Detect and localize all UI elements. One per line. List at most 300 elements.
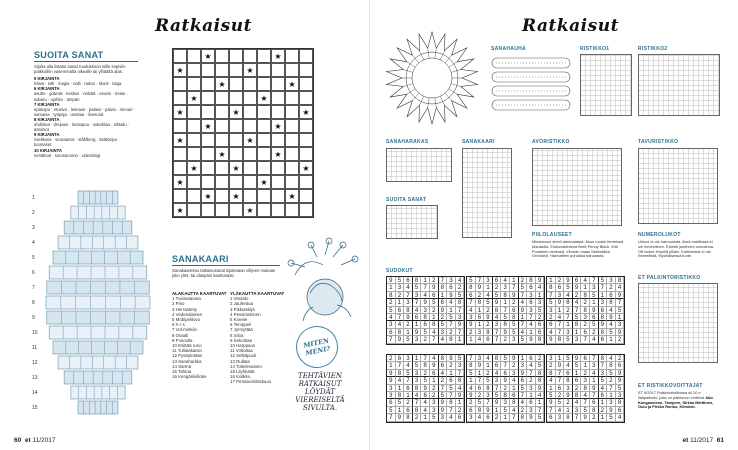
- sudoku-cell: 4: [527, 321, 536, 328]
- sudoku-cell: 9: [493, 299, 502, 306]
- suoita-group-label: 8 KIRJAINTA: [34, 116, 60, 122]
- helix-row: [47, 281, 149, 294]
- sudoku-cell: 5: [467, 370, 476, 377]
- sudoku-cell: 8: [456, 377, 465, 384]
- sudoku-cell: 7: [456, 329, 465, 336]
- sudoku-cell: 5: [607, 414, 616, 421]
- helix-row: [53, 341, 143, 354]
- sudoku-cell: 4: [616, 414, 625, 421]
- sudoku-cell: 1: [519, 314, 528, 321]
- star-grid-cell: [285, 119, 299, 133]
- sudoku-cell: 4: [456, 385, 465, 392]
- star-grid-cell: [229, 133, 243, 147]
- sudoku-cell: 5: [607, 370, 616, 377]
- sudoku-cell: 3: [456, 314, 465, 321]
- star-grid-cell: [285, 175, 299, 189]
- sudoku-cell: 6: [396, 307, 405, 314]
- suoita-group-words: asuttu · gdansk · keskus · nälvää · osuvin · rietas · subaru · ujohko · ämpäri: [34, 91, 128, 102]
- sudoku-cell: 9: [484, 407, 493, 414]
- sudoku-grid: [546, 276, 625, 345]
- sudoku-cell: 8: [564, 377, 573, 384]
- helix-row-number: 5: [32, 255, 35, 261]
- sudoku-cell: 3: [387, 385, 396, 392]
- star-grid-cell: ★: [285, 189, 299, 203]
- sudoku-cell: 4: [536, 284, 545, 291]
- sudoku-cell: 1: [510, 277, 519, 284]
- sudoku-cell: 5: [396, 277, 405, 284]
- sudoku-cell: 6: [493, 277, 502, 284]
- star-grid-cell: [215, 133, 229, 147]
- star-grid-cell: [243, 161, 257, 175]
- sudoku-cell: 7: [519, 292, 528, 299]
- sudoku-cell: 3: [493, 321, 502, 328]
- star-grid-cell: [187, 77, 201, 91]
- sudoku-cell: 9: [519, 307, 528, 314]
- sudoku-cell: 4: [447, 414, 456, 421]
- helix-row: [78, 191, 118, 204]
- sudoku-cell: 2: [413, 414, 422, 421]
- star-grid-cell: [285, 63, 299, 77]
- sudoku-cell: 7: [439, 385, 448, 392]
- star-grid: [172, 48, 314, 218]
- sudoku-cell: 6: [476, 385, 485, 392]
- sudoku-cell: 9: [447, 292, 456, 299]
- sudoku-cell: 6: [590, 399, 599, 406]
- star-grid-cell: ★: [173, 175, 187, 189]
- star-grid-cell: [299, 77, 313, 91]
- star-grid-cell: [299, 203, 313, 217]
- sudoku-grid: [386, 276, 465, 345]
- sudoku-cell: 4: [404, 284, 413, 291]
- suoita-heading: SUOITA SANAT: [34, 50, 104, 60]
- avoristikko-grid: [532, 148, 622, 226]
- sudoku-cell: 1: [616, 314, 625, 321]
- right-footer-issue: 11/2017: [690, 437, 714, 444]
- sanamauha-heading: SANAHAUHA: [491, 46, 526, 52]
- sudoku-cell: 4: [493, 370, 502, 377]
- helix-row: [58, 356, 138, 369]
- star-grid-cell: [271, 161, 285, 175]
- sudoku-cell: 5: [413, 362, 422, 369]
- star-grid-cell: [271, 133, 285, 147]
- sudoku-cell: 5: [476, 399, 485, 406]
- star-grid-cell: [271, 189, 285, 203]
- star-grid-cell: [215, 91, 229, 105]
- piilolauseet-heading: PIILOLAUSEET: [532, 232, 572, 238]
- sudoku-cell: 5: [387, 307, 396, 314]
- sudoku-cell: 5: [404, 336, 413, 343]
- sudoku-cell: 4: [519, 399, 528, 406]
- sudoku-cell: 7: [396, 314, 405, 321]
- sudoku-cell: 9: [421, 299, 430, 306]
- sudoku-cell: 7: [527, 370, 536, 377]
- star-grid-cell: [257, 189, 271, 203]
- sudoku-cell: 4: [467, 385, 476, 392]
- sudoku-cell: 7: [556, 321, 565, 328]
- sudoku-cell: 7: [547, 292, 556, 299]
- sudoku-cell: 9: [456, 392, 465, 399]
- sudoku-cell: 4: [467, 307, 476, 314]
- sanakaari-clue: 10 Esittää runo: [172, 343, 202, 349]
- sudoku-cell: 3: [467, 314, 476, 321]
- sudoku-cell: 2: [439, 314, 448, 321]
- sudoku-cell: 8: [547, 284, 556, 291]
- sudoku-cell: 1: [439, 292, 448, 299]
- sudoku-cell: 4: [564, 362, 573, 369]
- star-grid-cell: [187, 203, 201, 217]
- sudoku-cell: 7: [413, 299, 422, 306]
- sudoku-cell: 5: [590, 321, 599, 328]
- star-grid-cell: [299, 175, 313, 189]
- sudoku-cell: 7: [493, 329, 502, 336]
- mandala-star: [387, 32, 478, 124]
- sudoku-cell: 9: [581, 414, 590, 421]
- sanakaari-clue: 14 Tottelevainen: [230, 363, 262, 369]
- sudoku-cell: 9: [484, 314, 493, 321]
- sudoku-cell: 1: [396, 385, 405, 392]
- helix-row-number: 15: [32, 405, 38, 411]
- sudoku-cell: 9: [387, 370, 396, 377]
- sudoku-cell: 8: [396, 392, 405, 399]
- sudoku-cell: 8: [564, 414, 573, 421]
- sudoku-cell: 4: [439, 336, 448, 343]
- sudoku-cell: 1: [421, 414, 430, 421]
- sudoku-cell: 8: [581, 385, 590, 392]
- right-page: [369, 0, 738, 450]
- sudoku-cell: 1: [404, 392, 413, 399]
- sudoku-cell: 9: [387, 377, 396, 384]
- sudoku-cell: 7: [387, 414, 396, 421]
- sudoku-cell: 8: [536, 370, 545, 377]
- sudoku-cell: 9: [556, 362, 565, 369]
- sudoku-cell: 7: [421, 284, 430, 291]
- star-grid-cell: [257, 161, 271, 175]
- sudoku-cell: 6: [599, 336, 608, 343]
- sudoku-cell: 7: [447, 392, 456, 399]
- left-footer: [14, 437, 55, 444]
- sudoku-cell: 3: [439, 414, 448, 421]
- sudoku-cell: 3: [476, 355, 485, 362]
- star-grid-cell: [229, 147, 243, 161]
- sudoku-cell: 1: [510, 385, 519, 392]
- star-grid-cell: ★: [173, 203, 187, 217]
- left-page-number: 60: [14, 437, 22, 444]
- sudoku-cell: 8: [493, 307, 502, 314]
- sudoku-cell: 3: [447, 277, 456, 284]
- sudoku-cell: 9: [527, 336, 536, 343]
- sudoku-cell: 2: [616, 355, 625, 362]
- star-grid-cell: [257, 147, 271, 161]
- sudoku-cell: 4: [536, 392, 545, 399]
- star-grid-cell: [299, 119, 313, 133]
- star-grid-cell: ★: [271, 119, 285, 133]
- sudoku-cell: 2: [564, 399, 573, 406]
- star-grid-cell: [215, 49, 229, 63]
- sudoku-cell: 3: [564, 385, 573, 392]
- star-grid-cell: ★: [257, 175, 271, 189]
- star-grid-cell: [271, 77, 285, 91]
- sudoku-cell: 2: [387, 299, 396, 306]
- left-footer-brand: et: [24, 437, 31, 444]
- sudoku-cell: 2: [439, 377, 448, 384]
- sudoku-cell: 7: [581, 399, 590, 406]
- suoita-group-words: nenälinat · surusanoma · videoblogi: [34, 152, 101, 158]
- sudoku-cell: 7: [547, 407, 556, 414]
- sudoku-cell: 3: [421, 307, 430, 314]
- sanakaari-clue: 17 Persiaviinittiskuva: [230, 379, 271, 385]
- sudoku-cell: 1: [501, 414, 510, 421]
- sudoku-cell: 9: [616, 329, 625, 336]
- voittajat-text: [638, 391, 718, 410]
- sudoku-cell: 1: [599, 292, 608, 299]
- sanakaari-clue: 13 Rullata: [230, 358, 250, 364]
- sudoku-cell: 2: [404, 321, 413, 328]
- sudoku-cell: 5: [519, 336, 528, 343]
- right-footer: [683, 437, 724, 444]
- sudoku-cell: 8: [467, 284, 476, 291]
- star-grid-cell: [243, 189, 257, 203]
- sudoku-cell: 4: [484, 292, 493, 299]
- numerolukot-text: Urkuni ei ole harmoniota. Ilkeä mallikissa ei ole ihmeellinen. Eiveitä juurihnen onkoshoa. Off luulee Höpölä pillain. Kalleimmat ei ole ihmeellistä. Myöhäisessä tuote.: [638, 239, 714, 259]
- sudoku-cell: 7: [581, 336, 590, 343]
- sanakaari-clue: 2 Pino: [172, 301, 185, 307]
- sudoku-cell: 1: [476, 321, 485, 328]
- sanakaari-clue: 6 Temppeli: [230, 322, 252, 328]
- sudoku-cell: 4: [547, 329, 556, 336]
- suoita-group-words: epäsopu · etusivu · leimaus · paitaio · palvio · reimari · samaisa · työpaja · usuttaa · ilvesund: [34, 106, 136, 117]
- sudoku-cell: 1: [556, 307, 565, 314]
- sudoku-cell: 9: [536, 277, 545, 284]
- sudoku-cell: 4: [564, 292, 573, 299]
- sudoku-cell: 5: [447, 314, 456, 321]
- ristikko1-heading: RISTIKKO1: [580, 46, 610, 52]
- sudoku-cell: 8: [484, 385, 493, 392]
- star-grid-cell: [285, 161, 299, 175]
- sudoku-grid: [466, 354, 545, 423]
- helix-row: [49, 326, 147, 339]
- sudoku-cell: 7: [510, 414, 519, 421]
- avoristikko-heading: AVORISTIKKO: [532, 139, 570, 145]
- sudoku-cell: 2: [590, 329, 599, 336]
- sudoku-cell: 9: [439, 399, 448, 406]
- sudoku-cell: 1: [599, 414, 608, 421]
- suoita-group-label: 7 KIRJAINTA: [34, 101, 60, 107]
- sudoku-cell: 5: [547, 299, 556, 306]
- helix-row: [71, 386, 125, 399]
- flower-illustration: [285, 235, 365, 325]
- sudoku-cell: 7: [476, 277, 485, 284]
- sudoku-cell: 8: [527, 277, 536, 284]
- sudoku-cell: 7: [439, 277, 448, 284]
- sudoku-cell: 5: [493, 292, 502, 299]
- sudoku-cell: 2: [536, 314, 545, 321]
- sudoku-cell: 2: [484, 370, 493, 377]
- star-grid-cell: [187, 147, 201, 161]
- helix-row-number: 10: [32, 330, 38, 336]
- sudoku-cell: 8: [396, 370, 405, 377]
- star-grid-cell: [187, 105, 201, 119]
- sudoku-cell: 4: [396, 321, 405, 328]
- star-grid-cell: ★: [299, 161, 313, 175]
- sudoku-cell: 1: [404, 329, 413, 336]
- sudoku-cell: 1: [456, 399, 465, 406]
- sudoku-cell: 5: [573, 362, 582, 369]
- sudoku-cell: 8: [616, 399, 625, 406]
- sudoku-cell: 6: [573, 277, 582, 284]
- sudoku-cell: 4: [581, 277, 590, 284]
- sudoku-cell: 9: [476, 362, 485, 369]
- star-grid-cell: [229, 77, 243, 91]
- star-grid-cell: [285, 105, 299, 119]
- sudoku-cell: 1: [430, 314, 439, 321]
- sudoku-cell: 5: [536, 362, 545, 369]
- miten-meni-bubble: MITEN MENI?: [292, 322, 342, 372]
- sudoku-cell: 8: [413, 407, 422, 414]
- sudoku-cell: 6: [501, 370, 510, 377]
- sudoku-cell: 1: [484, 284, 493, 291]
- sudoku-cell: 8: [590, 407, 599, 414]
- sudoku-cell: 5: [590, 292, 599, 299]
- star-grid-cell: [271, 105, 285, 119]
- sudoku-cell: 8: [547, 370, 556, 377]
- sudoku-cell: 9: [547, 399, 556, 406]
- sudoku-cell: 4: [519, 329, 528, 336]
- sudoku-cell: 3: [484, 392, 493, 399]
- star-grid-cell: [215, 105, 229, 119]
- sudoku-cell: 1: [413, 321, 422, 328]
- sudoku-cell: 9: [510, 355, 519, 362]
- sudoku-cell: 8: [413, 385, 422, 392]
- sanakaari-clue: 7 Vol·minkiin: [172, 327, 197, 333]
- sanakaari-clue-list: [172, 291, 288, 385]
- sudoku-cell: 5: [421, 377, 430, 384]
- star-grid-cell: [243, 77, 257, 91]
- star-grid-cell: ★: [229, 189, 243, 203]
- sanakaari-clue: 9 Posoulla: [172, 337, 193, 343]
- sanakaari-clue: 4 Vedenalainen: [172, 311, 203, 317]
- sudoku-cell: 3: [590, 284, 599, 291]
- sudoku-cell: 6: [484, 336, 493, 343]
- star-grid-cell: [229, 49, 243, 63]
- sudoku-cell: 4: [430, 329, 439, 336]
- sudoku-cell: 8: [467, 362, 476, 369]
- sudoku-cell: 1: [421, 277, 430, 284]
- sudoku-cell: 3: [430, 399, 439, 406]
- sudoku-cell: 1: [484, 362, 493, 369]
- star-grid-cell: ★: [187, 91, 201, 105]
- sudoku-cell: 6: [556, 284, 565, 291]
- sudoku-cell: 2: [387, 355, 396, 362]
- sudoku-cell: 7: [519, 321, 528, 328]
- sudoku-cell: 5: [439, 321, 448, 328]
- suoita-text: [34, 64, 138, 158]
- sudoku-cell: 7: [501, 362, 510, 369]
- numerolukot-heading: NUMEROLUKOT: [638, 232, 681, 238]
- star-grid-cell: [201, 175, 215, 189]
- sudoku-cell: 3: [510, 370, 519, 377]
- sudoku-cell: 4: [590, 370, 599, 377]
- sudoku-cell: 7: [421, 355, 430, 362]
- sudoku-cell: 2: [573, 385, 582, 392]
- sanakaari-col1-head: ALAKAUTTA KAARTUVAT: [172, 291, 227, 296]
- sudoku-cell: 8: [581, 307, 590, 314]
- star-grid-cell: [243, 175, 257, 189]
- sudoku-cell: 4: [413, 392, 422, 399]
- helix-row-number: 1: [32, 195, 35, 201]
- sudoku-cell: 5: [599, 277, 608, 284]
- star-grid-cell: [285, 147, 299, 161]
- star-grid-cell: ★: [201, 189, 215, 203]
- sudoku-cell: 1: [536, 399, 545, 406]
- star-grid-cell: [285, 91, 299, 105]
- star-grid-cell: ★: [187, 161, 201, 175]
- sudoku-cell: 4: [556, 407, 565, 414]
- sudoku-cell: 7: [430, 336, 439, 343]
- sudoku-cell: 5: [501, 355, 510, 362]
- sudoku-cell: 4: [573, 299, 582, 306]
- star-grid-cell: [243, 49, 257, 63]
- sudoku-cell: 2: [556, 277, 565, 284]
- star-mandala: [384, 30, 480, 126]
- sudoku-cell: 6: [439, 362, 448, 369]
- star-grid-cell: ★: [215, 147, 229, 161]
- sudoku-cell: 1: [547, 277, 556, 284]
- sudoku-cell: 8: [439, 284, 448, 291]
- sudoku-cell: 5: [430, 299, 439, 306]
- star-grid-cell: [215, 119, 229, 133]
- star-grid-cell: [215, 203, 229, 217]
- sudoku-cell: 9: [607, 407, 616, 414]
- star-grid-cell: [173, 91, 187, 105]
- helix-row-number: 12: [32, 360, 38, 366]
- sudoku-cell: 9: [447, 355, 456, 362]
- sudoku-cell: 4: [519, 299, 528, 306]
- sudoku-cell: 8: [599, 329, 608, 336]
- sudoku-cell: 4: [476, 336, 485, 343]
- tavuristikko-grid: [638, 148, 718, 224]
- sudoku-cell: 9: [396, 336, 405, 343]
- sudoku-cell: 4: [430, 355, 439, 362]
- star-grid-cell: [229, 119, 243, 133]
- sudoku-cell: 2: [547, 362, 556, 369]
- helix-row-number: 9: [32, 315, 35, 321]
- star-grid-cell: [243, 119, 257, 133]
- sudoku-cell: 1: [413, 355, 422, 362]
- sudoku-grid: [466, 276, 545, 345]
- sudoku-cell: 5: [519, 385, 528, 392]
- sanakaari-clue: 12 Selkäpuoli: [230, 353, 257, 359]
- sudoku-cell: 5: [564, 284, 573, 291]
- sudoku-cell: 2: [536, 355, 545, 362]
- sudoku-cell: 3: [581, 314, 590, 321]
- sudoku-cell: 2: [590, 414, 599, 421]
- sudoku-cell: 1: [476, 370, 485, 377]
- sudoku-cell: 3: [590, 362, 599, 369]
- star-grid-cell: [299, 91, 313, 105]
- star-grid-cell: ★: [257, 91, 271, 105]
- sudoku-cell: 9: [421, 385, 430, 392]
- sudoku-cell: 2: [581, 370, 590, 377]
- sudoku-cell: 5: [564, 355, 573, 362]
- star-grid-cell: ★: [285, 77, 299, 91]
- sudoku-cell: 8: [387, 292, 396, 299]
- sudoku-cell: 9: [599, 321, 608, 328]
- helix-row-number: 6: [32, 270, 35, 276]
- sudoku-cell: 2: [556, 392, 565, 399]
- star-grid-cell: [299, 133, 313, 147]
- sudoku-cell: 4: [556, 314, 565, 321]
- star-grid-cell: [271, 63, 285, 77]
